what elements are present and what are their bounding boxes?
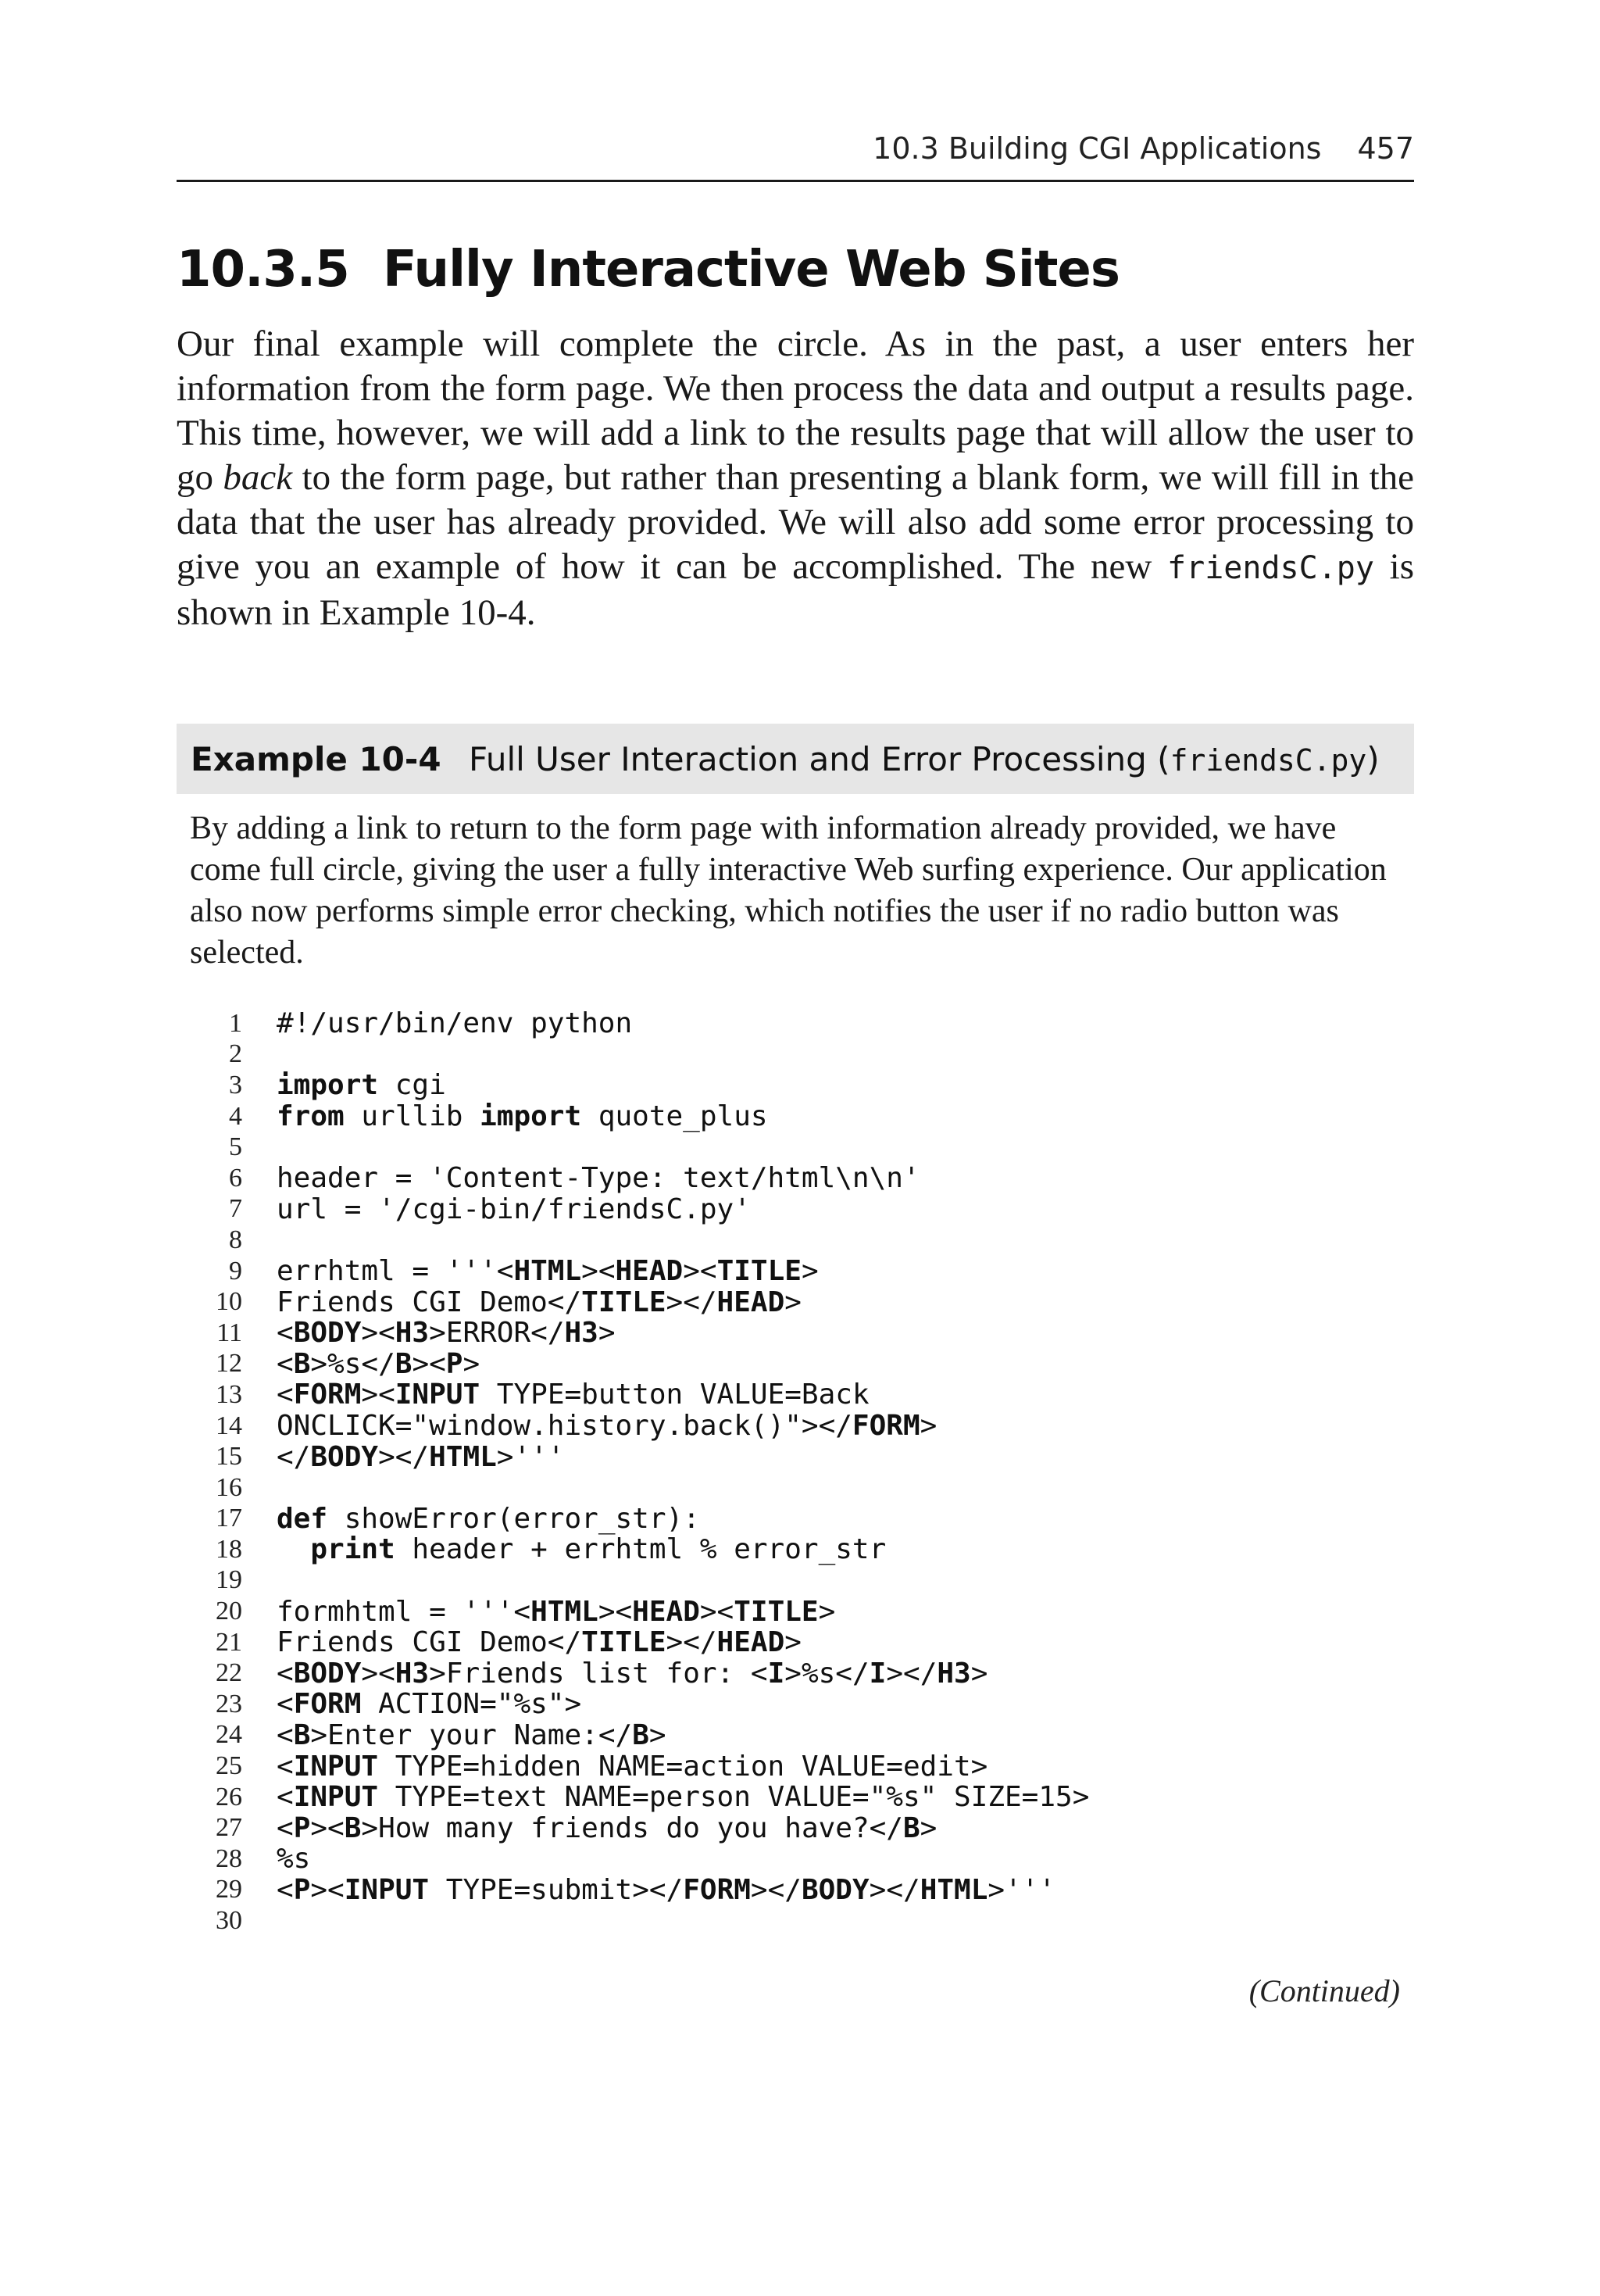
example-caption-text: Full User Interaction and Error Processing ( bbox=[469, 739, 1170, 778]
line-number: 1 bbox=[229, 1008, 242, 1038]
code-text: %s bbox=[277, 1843, 311, 1876]
code-text: <BODY><H3>Friends list for: <I>%s</I></H3> bbox=[277, 1657, 988, 1690]
code-line bbox=[177, 1720, 1414, 1751]
code-keyword: FORM bbox=[293, 1379, 362, 1411]
code-keyword: HEAD bbox=[716, 1286, 785, 1318]
code-line bbox=[177, 1905, 1414, 1937]
code-text: <BODY><H3>ERROR</H3> bbox=[277, 1317, 616, 1350]
code-keyword: INPUT bbox=[293, 1781, 379, 1814]
code-keyword: P bbox=[293, 1811, 311, 1844]
code-line bbox=[177, 1132, 1414, 1163]
code-line bbox=[177, 1441, 1414, 1472]
code-text: <INPUT TYPE=hidden NAME=action VALUE=edit> bbox=[277, 1750, 988, 1783]
code-keyword: HEAD bbox=[716, 1626, 785, 1659]
line-number: 8 bbox=[229, 1225, 242, 1254]
line-number: 26 bbox=[216, 1782, 242, 1811]
line-number: 6 bbox=[229, 1163, 242, 1193]
code-text: #!/usr/bin/env python bbox=[277, 1007, 633, 1040]
code-line bbox=[177, 1070, 1414, 1101]
code-keyword: H3 bbox=[395, 1657, 430, 1690]
code-keyword: B bbox=[632, 1718, 649, 1751]
line-number: 21 bbox=[216, 1627, 242, 1657]
code-text: from urllib import quote_plus bbox=[277, 1100, 768, 1133]
line-number: 30 bbox=[216, 1906, 242, 1936]
line-number: 14 bbox=[216, 1411, 242, 1440]
code-line bbox=[177, 1256, 1414, 1287]
code-keyword: BODY bbox=[293, 1317, 362, 1350]
code-keyword: TITLE bbox=[581, 1626, 666, 1659]
line-number: 27 bbox=[216, 1813, 242, 1843]
code-keyword: I bbox=[869, 1657, 887, 1690]
code-line bbox=[177, 1163, 1414, 1194]
code-text: print header + errhtml % error_str bbox=[310, 1533, 887, 1566]
code-text: <P><INPUT TYPE=submit></FORM></BODY></HTML>''' bbox=[277, 1873, 1056, 1906]
line-number: 11 bbox=[216, 1318, 242, 1347]
code-text: <INPUT TYPE=text NAME=person VALUE="%s" SIZE=15> bbox=[277, 1781, 1090, 1814]
code-text: import cgi bbox=[277, 1069, 446, 1102]
line-number: 5 bbox=[229, 1132, 242, 1162]
code-line bbox=[177, 1844, 1414, 1875]
code-keyword: FORM bbox=[293, 1688, 362, 1721]
section-heading bbox=[177, 242, 1414, 297]
code-text: <FORM><INPUT TYPE=button VALUE=Back bbox=[277, 1379, 870, 1411]
line-number: 13 bbox=[216, 1379, 242, 1409]
code-keyword: FORM bbox=[852, 1410, 920, 1443]
code-keyword: HTML bbox=[429, 1440, 497, 1473]
body-paragraph bbox=[177, 322, 1414, 635]
code-keyword: HTML bbox=[920, 1873, 988, 1906]
code-text: Friends CGI Demo</TITLE></HEAD> bbox=[277, 1626, 802, 1659]
body-text-run: is shown in Example 10-4. bbox=[177, 546, 1415, 633]
example-label: Example 10-4 bbox=[191, 739, 441, 778]
code-line bbox=[177, 1627, 1414, 1658]
code-text: header = 'Content-Type: text/html\n\n' bbox=[277, 1162, 920, 1195]
example-description: By adding a link to return to the form page with information already provided, we have come full circle, giving the user a fully interactive Web surfing experience. Our application also now performs simple error checking, which notifies the user if no radio button was selected. bbox=[190, 810, 1387, 971]
code-line bbox=[177, 1318, 1414, 1349]
code-text: Friends CGI Demo</TITLE></HEAD> bbox=[277, 1286, 802, 1318]
code-line bbox=[177, 1286, 1414, 1318]
code-text: <P><B>How many friends do you have?</B> bbox=[277, 1811, 938, 1844]
line-number: 4 bbox=[229, 1101, 242, 1131]
code-line bbox=[177, 1472, 1414, 1504]
code-text: url = '/cgi-bin/friendsC.py' bbox=[277, 1193, 751, 1225]
line-number: 3 bbox=[229, 1070, 242, 1100]
code-line bbox=[177, 1008, 1414, 1039]
line-number: 29 bbox=[216, 1875, 242, 1904]
code-keyword: P bbox=[293, 1873, 311, 1906]
line-number: 25 bbox=[216, 1751, 242, 1781]
body-text-run: to the form page, but rather than presenting a blank form, we will fill in the data that the user has already provided. We will also add some error processing to give you an example of how it can be accomplished. The new bbox=[177, 457, 1415, 587]
body-text-run: Our final example will complete the circle. As in the past, a user enters her information from the form page. We then process the data and output a results page. This time, however, we will add a link to the results page that will allow the user to go bbox=[177, 324, 1414, 498]
line-number: 17 bbox=[216, 1504, 242, 1533]
code-line bbox=[177, 1658, 1414, 1689]
code-keyword: TITLE bbox=[734, 1595, 819, 1628]
code-keyword: TITLE bbox=[581, 1286, 666, 1318]
code-keyword: B bbox=[344, 1811, 362, 1844]
code-keyword: P bbox=[445, 1347, 463, 1380]
code-line bbox=[177, 1101, 1414, 1132]
code-text: ONCLICK="window.history.back()"></FORM> bbox=[277, 1410, 938, 1443]
code-listing bbox=[177, 1008, 1414, 1937]
code-text: formhtml = '''<HTML><HEAD><TITLE> bbox=[277, 1595, 836, 1628]
section-title: Fully Interactive Web Sites bbox=[383, 241, 1120, 299]
code-line bbox=[177, 1039, 1414, 1071]
code-line bbox=[177, 1411, 1414, 1442]
code-text: <B>%s</B><P> bbox=[277, 1347, 480, 1380]
code-keyword: INPUT bbox=[293, 1750, 379, 1783]
running-head-section: 10.3 Building CGI Applications bbox=[873, 131, 1322, 166]
code-line bbox=[177, 1875, 1414, 1906]
code-text: def showError(error_str): bbox=[277, 1502, 700, 1535]
code-line bbox=[177, 1689, 1414, 1720]
code-keyword: HTML bbox=[513, 1255, 582, 1288]
code-keyword: print bbox=[310, 1533, 395, 1566]
example-caption-close: ) bbox=[1366, 739, 1380, 778]
code-keyword: TITLE bbox=[716, 1255, 802, 1288]
body-inline-code: friendsC.py bbox=[1167, 550, 1374, 586]
example-caption bbox=[469, 740, 1380, 778]
line-number: 2 bbox=[229, 1039, 242, 1069]
code-text: </BODY></HTML>''' bbox=[277, 1440, 565, 1473]
line-number: 9 bbox=[229, 1256, 242, 1286]
continued-note: (Continued) bbox=[1248, 1973, 1400, 2008]
line-number: 16 bbox=[216, 1472, 242, 1502]
line-number: 28 bbox=[216, 1844, 242, 1873]
code-keyword: HEAD bbox=[632, 1595, 700, 1628]
line-number: 7 bbox=[229, 1194, 242, 1224]
code-line bbox=[177, 1379, 1414, 1411]
code-text: errhtml = '''<HTML><HEAD><TITLE> bbox=[277, 1255, 819, 1288]
code-keyword: INPUT bbox=[395, 1379, 480, 1411]
code-line bbox=[177, 1812, 1414, 1844]
code-keyword: def bbox=[277, 1502, 328, 1535]
line-number: 10 bbox=[216, 1287, 242, 1317]
body-emphasis: back bbox=[223, 457, 293, 498]
code-line bbox=[177, 1504, 1414, 1535]
example-caption-bar bbox=[177, 724, 1414, 794]
code-keyword: BODY bbox=[801, 1873, 870, 1906]
line-number: 24 bbox=[216, 1720, 242, 1750]
code-line bbox=[177, 1225, 1414, 1256]
line-number: 22 bbox=[216, 1658, 242, 1688]
page-number: 457 bbox=[1357, 131, 1414, 166]
code-keyword: FORM bbox=[683, 1873, 751, 1906]
code-keyword: H3 bbox=[395, 1317, 430, 1350]
code-keyword: BODY bbox=[293, 1657, 362, 1690]
code-line bbox=[177, 1349, 1414, 1380]
code-text: <B>Enter your Name:</B> bbox=[277, 1718, 666, 1751]
line-number: 20 bbox=[216, 1597, 242, 1626]
example-caption-code: friendsC.py bbox=[1170, 742, 1367, 778]
line-number: 19 bbox=[216, 1565, 242, 1595]
line-number: 12 bbox=[216, 1349, 242, 1379]
code-keyword: from bbox=[277, 1100, 345, 1133]
code-keyword: INPUT bbox=[344, 1873, 430, 1906]
code-keyword: import bbox=[277, 1069, 379, 1102]
code-keyword: BODY bbox=[310, 1440, 379, 1473]
section-number: 10.3.5 bbox=[177, 241, 349, 299]
code-keyword: B bbox=[902, 1811, 920, 1844]
code-line bbox=[177, 1565, 1414, 1597]
line-number: 23 bbox=[216, 1689, 242, 1718]
code-keyword: B bbox=[293, 1718, 311, 1751]
code-keyword: I bbox=[767, 1657, 785, 1690]
code-keyword: B bbox=[395, 1347, 412, 1380]
code-line bbox=[177, 1751, 1414, 1782]
code-text: <FORM ACTION="%s"> bbox=[277, 1688, 582, 1721]
code-keyword: B bbox=[293, 1347, 311, 1380]
code-keyword: H3 bbox=[564, 1317, 598, 1350]
code-line bbox=[177, 1194, 1414, 1225]
code-line bbox=[177, 1782, 1414, 1813]
line-number: 15 bbox=[216, 1442, 242, 1472]
line-number: 18 bbox=[216, 1534, 242, 1564]
code-line bbox=[177, 1596, 1414, 1627]
code-keyword: import bbox=[480, 1100, 582, 1133]
code-keyword: H3 bbox=[937, 1657, 971, 1690]
running-head bbox=[177, 117, 1414, 182]
code-keyword: HEAD bbox=[615, 1255, 684, 1288]
code-keyword: HTML bbox=[530, 1595, 598, 1628]
code-line bbox=[177, 1534, 1414, 1565]
